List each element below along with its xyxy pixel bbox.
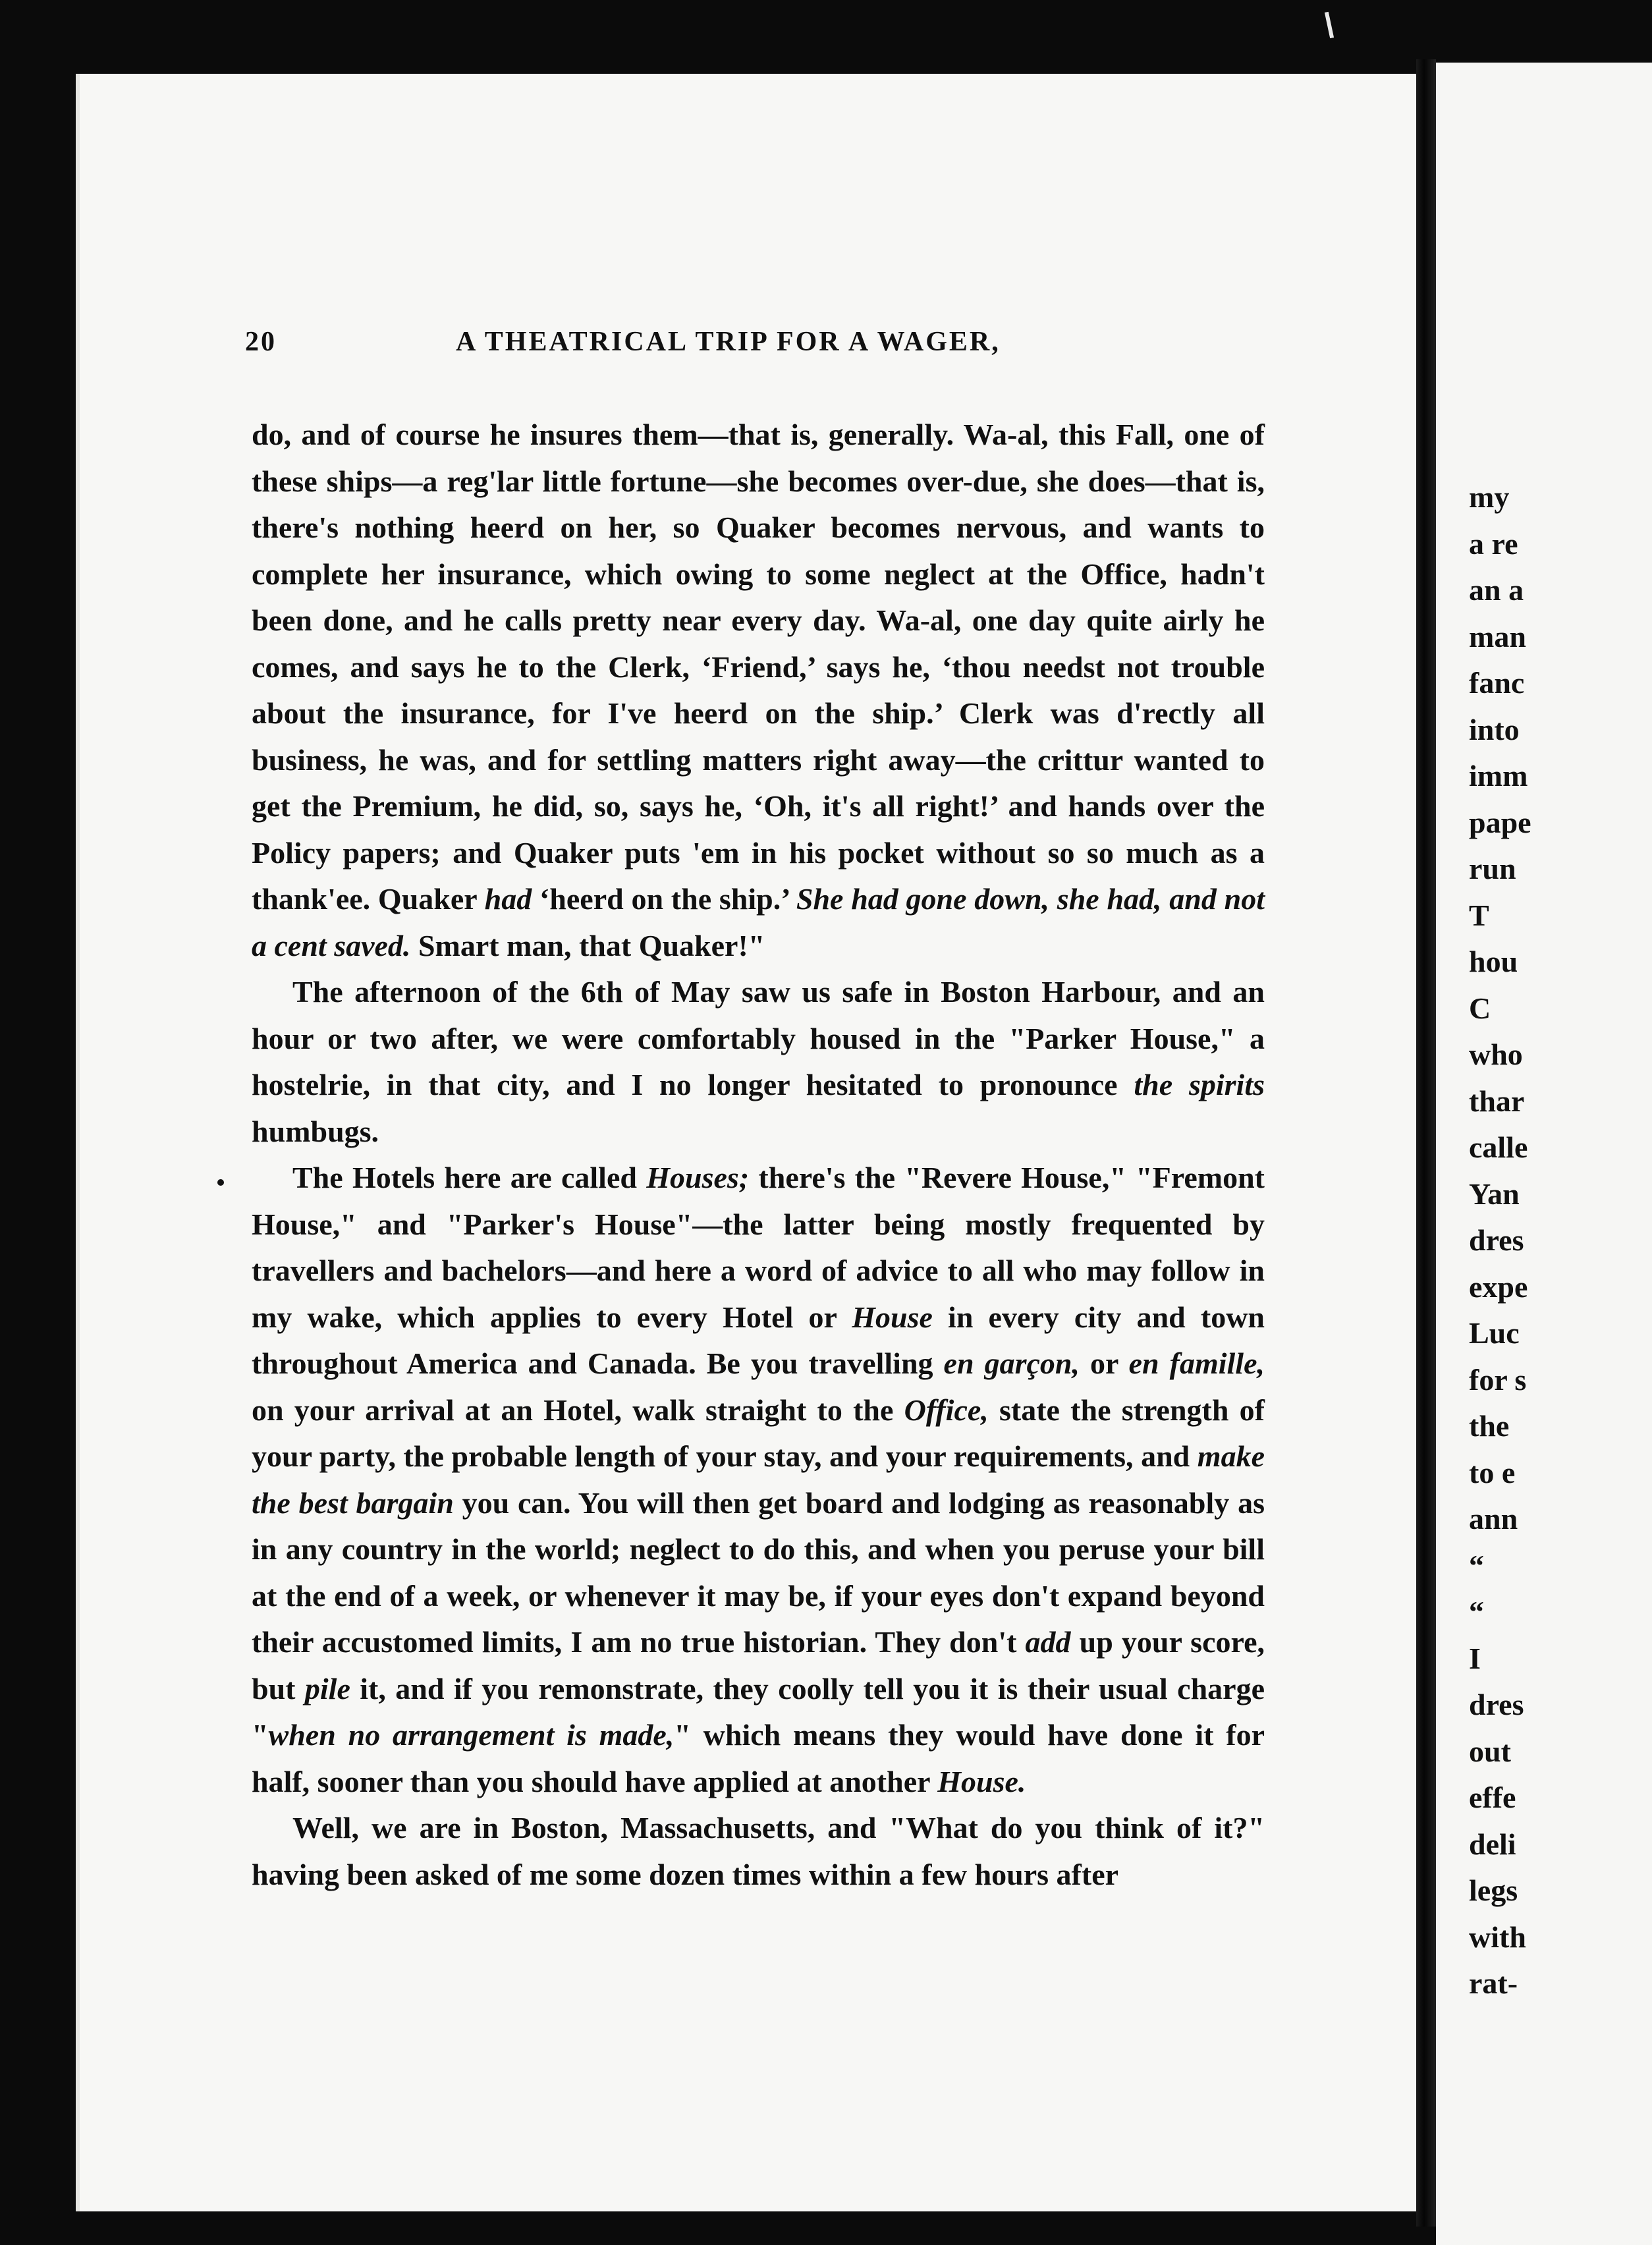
page-number: 20 — [245, 327, 277, 357]
ink-mark — [217, 1179, 224, 1186]
facing-line: my — [1469, 480, 1510, 514]
running-head: A THEATRICAL TRIP FOR A WAGER, — [456, 327, 1001, 357]
facing-line: dres — [1469, 1223, 1524, 1257]
facing-line: T — [1469, 898, 1489, 932]
facing-line: Luc — [1469, 1316, 1520, 1350]
facing-line: C — [1469, 991, 1491, 1025]
facing-line: who — [1469, 1038, 1523, 1071]
facing-line: a re — [1469, 526, 1518, 561]
facing-line: calle — [1469, 1130, 1528, 1164]
body-text — [252, 412, 1265, 1898]
facing-line: dres — [1469, 1688, 1524, 1721]
facing-line: expe — [1469, 1269, 1528, 1304]
paragraph-boston-harbour: The afternoon of the 6th of May saw us safe in Boston Harbour, and an hour or two after, we were comfortably housed in the "Parker House," a hostelrie, in that city, and I no longer hesitated to pronounce the spirits humbugs. — [252, 975, 1265, 1148]
page-header — [245, 326, 1273, 372]
facing-line: with — [1469, 1920, 1526, 1954]
facing-line: ann — [1469, 1502, 1518, 1536]
facing-line: run — [1469, 852, 1516, 885]
facing-line: imm — [1469, 759, 1528, 792]
facing-line: deli — [1469, 1827, 1516, 1861]
facing-line: man — [1469, 619, 1526, 653]
facing-line: hou — [1469, 945, 1518, 978]
facing-page — [1436, 63, 1652, 2245]
facing-line: legs — [1469, 1873, 1518, 1907]
book-gutter — [1416, 59, 1436, 2227]
paragraph-hotels: The Hotels here are called Houses; there's the "Revere House," "Fremont House," and "Parker's House"—the latter being mostly frequented by travellers and bachelors—and here a word of advice to all who may follow in my wake, which applies to every Hotel or House in every city and town throughout America and Canada. Be you travelling en garçon, or en famille, on your arrival at an Hotel, walk straight to the Office, state the strength of your party, the probable length of your stay, and your requirements, and make the best bargain you can. You will then get board and lodging as reasonably as in any country in the world; neglect to do this, and when you peruse your bill at the end of a week, or whenever it may be, if your eyes don't expand beyond their accustomed limits, I am no true historian. They don't add up your score, but pile it, and if you remonstrate, they coolly tell you it is their usual charge "when no arrangement is made," which means they would have done it for half, sooner than you should have applied at another House. — [252, 1161, 1265, 1798]
facing-line: thar — [1469, 1084, 1525, 1118]
facing-line: “ — [1469, 1548, 1484, 1582]
paragraph-boston: Well, we are in Boston, Massachusetts, and "What do you think of it?" having been asked of me some dozen times within a few hours after — [252, 1811, 1265, 1891]
facing-line: “ — [1469, 1595, 1484, 1628]
paragraph-continued: do, and of course he insures them—that is, generally. Wa-al, this Fall, one of these ships—a reg'lar little fortune—she becomes over-due, she does—that is, there's nothing heerd on her, so Quaker becomes nervous, and wants to complete her insurance, which owing to some neglect at the Office, hadn't been done, and he calls pretty near every day. Wa-al, one day quite airly he comes, and says he to the Clerk, ‘Friend,’ says he, ‘thou needst not trouble about the insurance, for I've heerd on the ship.’ Clerk was d'rectly all business, he was, and for settling matters right away—the crittur wanted to get the Premium, he did, so, says he, ‘Oh, it's all right!’ and hands over the Policy papers; and Quaker puts 'em in his pocket without so so much as a thank'ee. Quaker had ‘heerd on the ship.’ She had gone down, she had, and not a cent saved. Smart man, that Quaker!" — [252, 418, 1265, 962]
facing-line: out — [1469, 1734, 1511, 1768]
scan-artifact — [1325, 12, 1334, 38]
facing-line: into — [1469, 712, 1520, 746]
facing-line: the — [1469, 1409, 1510, 1443]
facing-line: to e — [1469, 1455, 1516, 1489]
facing-page-lines — [1469, 474, 1531, 2007]
facing-line: Yan — [1469, 1177, 1520, 1211]
facing-line: rat- — [1469, 1966, 1518, 2000]
facing-line: effe — [1469, 1781, 1516, 1814]
facing-line: for s — [1469, 1362, 1527, 1397]
facing-line: pape — [1469, 805, 1531, 839]
facing-line: an a — [1469, 573, 1524, 607]
facing-line: I — [1469, 1641, 1481, 1675]
facing-line: fanc — [1469, 666, 1525, 700]
